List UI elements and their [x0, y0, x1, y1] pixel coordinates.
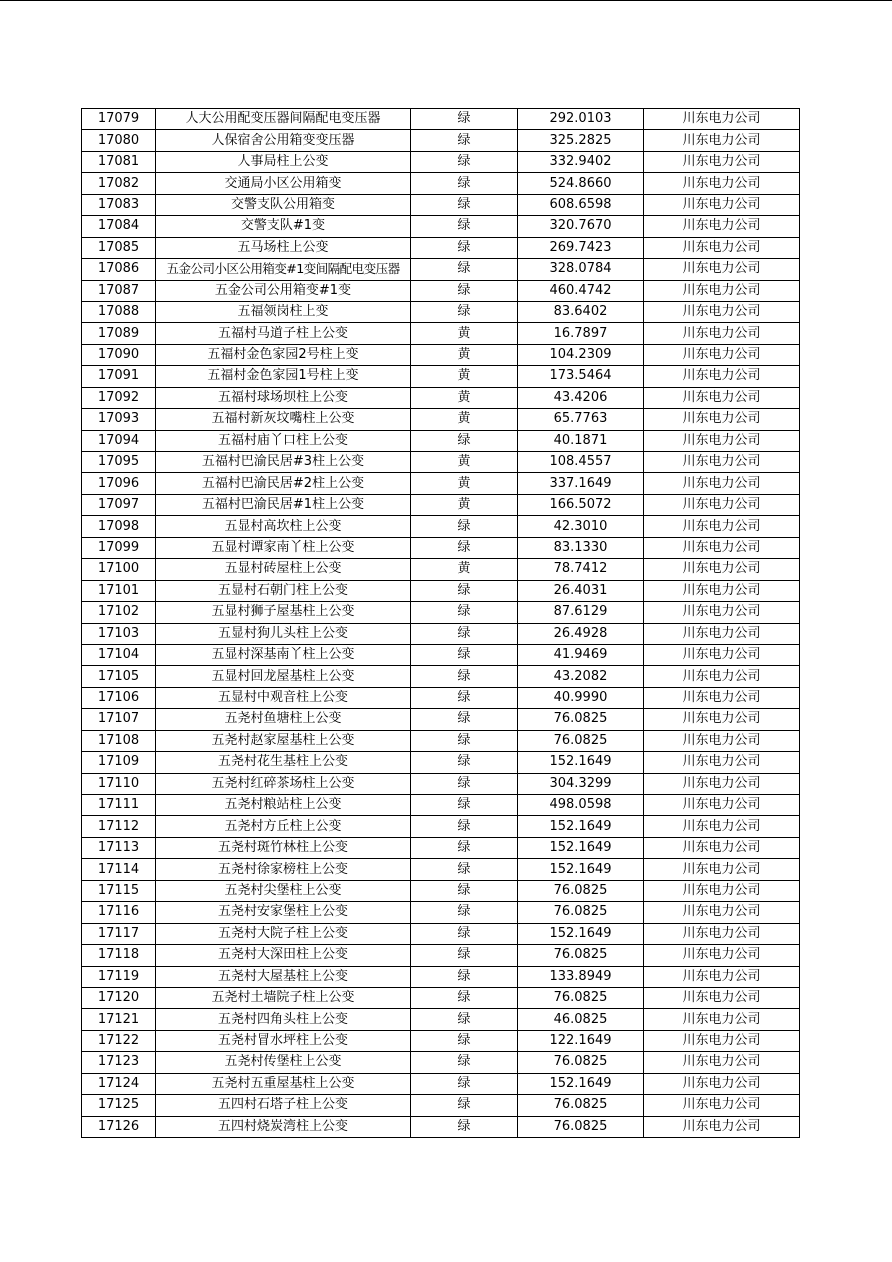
row-status-cell: 黄 [411, 494, 518, 515]
row-company-cell: 川东电力公司 [644, 452, 800, 473]
row-company-cell: 川东电力公司 [644, 1073, 800, 1094]
row-status-cell: 黄 [411, 344, 518, 365]
row-value-cell: 152.1649 [518, 816, 644, 837]
row-company-cell: 川东电力公司 [644, 537, 800, 558]
row-id-cell: 17114 [82, 859, 156, 880]
row-name-cell: 五福村巴渝民居#3柱上公变 [156, 452, 411, 473]
row-id-cell: 17079 [82, 109, 156, 130]
row-company-cell: 川东电力公司 [644, 473, 800, 494]
row-status-cell: 黄 [411, 452, 518, 473]
row-name-cell: 五显村狮子屋基柱上公变 [156, 602, 411, 623]
row-value-cell: 87.6129 [518, 602, 644, 623]
table-row [82, 902, 800, 923]
row-company-cell: 川东电力公司 [644, 301, 800, 322]
row-status-cell: 绿 [411, 1052, 518, 1073]
row-name-cell: 人保宿舍公用箱变变压器 [156, 130, 411, 151]
row-status-cell: 绿 [411, 923, 518, 944]
row-name-cell: 五福村金色家园2号柱上变 [156, 344, 411, 365]
row-company-cell: 川东电力公司 [644, 752, 800, 773]
row-company-cell: 川东电力公司 [644, 1116, 800, 1137]
row-value-cell: 320.7670 [518, 216, 644, 237]
table-row [82, 837, 800, 858]
row-value-cell: 65.7763 [518, 409, 644, 430]
row-id-cell: 17123 [82, 1052, 156, 1073]
row-company-cell: 川东电力公司 [644, 387, 800, 408]
row-status-cell: 绿 [411, 580, 518, 601]
row-id-cell: 17117 [82, 923, 156, 944]
row-company-cell: 川东电力公司 [644, 837, 800, 858]
row-name-cell: 交警支队公用箱变 [156, 194, 411, 215]
row-status-cell: 绿 [411, 1009, 518, 1030]
row-name-cell: 五尧村五重屋基柱上公变 [156, 1073, 411, 1094]
table-row [82, 537, 800, 558]
row-status-cell: 黄 [411, 559, 518, 580]
row-value-cell: 152.1649 [518, 859, 644, 880]
row-status-cell: 绿 [411, 237, 518, 258]
row-value-cell: 328.0784 [518, 259, 644, 280]
row-status-cell: 绿 [411, 752, 518, 773]
row-status-cell: 绿 [411, 644, 518, 665]
row-value-cell: 292.0103 [518, 109, 644, 130]
row-value-cell: 325.2825 [518, 130, 644, 151]
row-status-cell: 绿 [411, 151, 518, 172]
row-value-cell: 76.0825 [518, 1116, 644, 1137]
row-name-cell: 五尧村土墙院子柱上公变 [156, 987, 411, 1008]
table-row [82, 237, 800, 258]
table-row [82, 323, 800, 344]
table-row [82, 130, 800, 151]
row-value-cell: 608.6598 [518, 194, 644, 215]
row-id-cell: 17085 [82, 237, 156, 258]
row-name-cell: 五尧村赵家屋基柱上公变 [156, 730, 411, 751]
table-row [82, 387, 800, 408]
row-value-cell: 43.2082 [518, 666, 644, 687]
table-row [82, 687, 800, 708]
table-row [82, 880, 800, 901]
row-value-cell: 152.1649 [518, 837, 644, 858]
row-value-cell: 108.4557 [518, 452, 644, 473]
table-row [82, 151, 800, 172]
row-status-cell: 绿 [411, 816, 518, 837]
row-status-cell: 绿 [411, 623, 518, 644]
row-company-cell: 川东电力公司 [644, 709, 800, 730]
row-id-cell: 17101 [82, 580, 156, 601]
row-id-cell: 17100 [82, 559, 156, 580]
row-name-cell: 五尧村红碎茶场柱上公变 [156, 773, 411, 794]
row-company-cell: 川东电力公司 [644, 816, 800, 837]
row-value-cell: 76.0825 [518, 730, 644, 751]
row-name-cell: 五显村石朝门柱上公变 [156, 580, 411, 601]
row-value-cell: 16.7897 [518, 323, 644, 344]
row-company-cell: 川东电力公司 [644, 773, 800, 794]
row-status-cell: 绿 [411, 194, 518, 215]
row-id-cell: 17121 [82, 1009, 156, 1030]
table-row [82, 409, 800, 430]
row-name-cell: 五金公司小区公用箱变#1变间隔配电变压器 [156, 259, 411, 280]
row-value-cell: 166.5072 [518, 494, 644, 515]
row-company-cell: 川东电力公司 [644, 580, 800, 601]
table-row [82, 752, 800, 773]
row-company-cell: 川东电力公司 [644, 237, 800, 258]
row-name-cell: 五尧村大屋基柱上公变 [156, 966, 411, 987]
row-name-cell: 五福领岗柱上变 [156, 301, 411, 322]
row-id-cell: 17118 [82, 945, 156, 966]
transformer-table [81, 108, 800, 1138]
row-status-cell: 绿 [411, 602, 518, 623]
row-id-cell: 17096 [82, 473, 156, 494]
row-id-cell: 17098 [82, 516, 156, 537]
row-name-cell: 五福村庙丫口柱上公变 [156, 430, 411, 451]
row-id-cell: 17106 [82, 687, 156, 708]
row-company-cell: 川东电力公司 [644, 494, 800, 515]
row-id-cell: 17089 [82, 323, 156, 344]
row-value-cell: 83.1330 [518, 537, 644, 558]
table-row [82, 1052, 800, 1073]
row-name-cell: 五显村砖屋柱上公变 [156, 559, 411, 580]
row-status-cell: 黄 [411, 473, 518, 494]
row-name-cell: 五显村深基南丫柱上公变 [156, 644, 411, 665]
row-status-cell: 绿 [411, 1095, 518, 1116]
row-value-cell: 498.0598 [518, 795, 644, 816]
row-name-cell: 五尧村安家堡柱上公变 [156, 902, 411, 923]
row-company-cell: 川东电力公司 [644, 1052, 800, 1073]
row-company-cell: 川东电力公司 [644, 109, 800, 130]
table-row [82, 966, 800, 987]
table-row [82, 452, 800, 473]
row-value-cell: 76.0825 [518, 987, 644, 1008]
row-status-cell: 绿 [411, 430, 518, 451]
row-company-cell: 川东电力公司 [644, 216, 800, 237]
row-id-cell: 17086 [82, 259, 156, 280]
row-name-cell: 五福村巴渝民居#1柱上公变 [156, 494, 411, 515]
row-company-cell: 川东电力公司 [644, 409, 800, 430]
row-id-cell: 17119 [82, 966, 156, 987]
row-company-cell: 川东电力公司 [644, 344, 800, 365]
row-name-cell: 五显村谭家南丫柱上公变 [156, 537, 411, 558]
row-value-cell: 152.1649 [518, 1073, 644, 1094]
row-company-cell: 川东电力公司 [644, 966, 800, 987]
table-row [82, 795, 800, 816]
row-name-cell: 人大公用配变压器间隔配电变压器 [156, 109, 411, 130]
row-company-cell: 川东电力公司 [644, 687, 800, 708]
table-row [82, 280, 800, 301]
row-id-cell: 17122 [82, 1030, 156, 1051]
row-id-cell: 17108 [82, 730, 156, 751]
row-value-cell: 304.3299 [518, 773, 644, 794]
row-value-cell: 76.0825 [518, 1052, 644, 1073]
table-row [82, 1030, 800, 1051]
row-value-cell: 524.8660 [518, 173, 644, 194]
row-name-cell: 五尧村传堡柱上公变 [156, 1052, 411, 1073]
row-status-cell: 绿 [411, 945, 518, 966]
row-company-cell: 川东电力公司 [644, 323, 800, 344]
row-id-cell: 17126 [82, 1116, 156, 1137]
row-company-cell: 川东电力公司 [644, 602, 800, 623]
row-name-cell: 五尧村徐家榜柱上公变 [156, 859, 411, 880]
row-status-cell: 绿 [411, 516, 518, 537]
table-row [82, 301, 800, 322]
row-company-cell: 川东电力公司 [644, 923, 800, 944]
row-name-cell: 五尧村大深田柱上公变 [156, 945, 411, 966]
row-company-cell: 川东电力公司 [644, 623, 800, 644]
row-name-cell: 五福村新灰坟嘴柱上公变 [156, 409, 411, 430]
row-value-cell: 152.1649 [518, 752, 644, 773]
row-value-cell: 76.0825 [518, 1095, 644, 1116]
row-company-cell: 川东电力公司 [644, 366, 800, 387]
row-id-cell: 17095 [82, 452, 156, 473]
row-name-cell: 五福村马道子柱上公变 [156, 323, 411, 344]
row-company-cell: 川东电力公司 [644, 1095, 800, 1116]
row-company-cell: 川东电力公司 [644, 987, 800, 1008]
row-id-cell: 17092 [82, 387, 156, 408]
row-id-cell: 17112 [82, 816, 156, 837]
table-row [82, 1095, 800, 1116]
row-name-cell: 五显村狗儿头柱上公变 [156, 623, 411, 644]
row-value-cell: 133.8949 [518, 966, 644, 987]
row-value-cell: 122.1649 [518, 1030, 644, 1051]
row-value-cell: 83.6402 [518, 301, 644, 322]
row-status-cell: 绿 [411, 966, 518, 987]
table-row [82, 730, 800, 751]
row-name-cell: 交警支队#1变 [156, 216, 411, 237]
table-row [82, 859, 800, 880]
table-row [82, 216, 800, 237]
row-value-cell: 332.9402 [518, 151, 644, 172]
row-id-cell: 17088 [82, 301, 156, 322]
row-name-cell: 五福村球场坝柱上公变 [156, 387, 411, 408]
row-status-cell: 绿 [411, 902, 518, 923]
row-name-cell: 五四村烧炭湾柱上公变 [156, 1116, 411, 1137]
row-company-cell: 川东电力公司 [644, 430, 800, 451]
row-company-cell: 川东电力公司 [644, 880, 800, 901]
table-body [82, 109, 800, 1138]
row-id-cell: 17105 [82, 666, 156, 687]
row-company-cell: 川东电力公司 [644, 859, 800, 880]
row-id-cell: 17125 [82, 1095, 156, 1116]
table-row [82, 516, 800, 537]
row-id-cell: 17107 [82, 709, 156, 730]
row-value-cell: 76.0825 [518, 902, 644, 923]
row-status-cell: 黄 [411, 366, 518, 387]
row-status-cell: 黄 [411, 387, 518, 408]
row-value-cell: 173.5464 [518, 366, 644, 387]
row-status-cell: 绿 [411, 837, 518, 858]
row-status-cell: 绿 [411, 109, 518, 130]
row-id-cell: 17102 [82, 602, 156, 623]
row-id-cell: 17124 [82, 1073, 156, 1094]
row-company-cell: 川东电力公司 [644, 730, 800, 751]
table-row [82, 644, 800, 665]
row-value-cell: 76.0825 [518, 880, 644, 901]
row-status-cell: 绿 [411, 130, 518, 151]
table-row [82, 773, 800, 794]
row-status-cell: 绿 [411, 280, 518, 301]
row-value-cell: 337.1649 [518, 473, 644, 494]
row-value-cell: 46.0825 [518, 1009, 644, 1030]
row-status-cell: 绿 [411, 859, 518, 880]
table-row [82, 666, 800, 687]
row-id-cell: 17087 [82, 280, 156, 301]
table-row [82, 494, 800, 515]
table-row [82, 430, 800, 451]
row-name-cell: 五显村高坎柱上公变 [156, 516, 411, 537]
row-status-cell: 绿 [411, 987, 518, 1008]
row-value-cell: 42.3010 [518, 516, 644, 537]
row-id-cell: 17090 [82, 344, 156, 365]
row-id-cell: 17109 [82, 752, 156, 773]
row-company-cell: 川东电力公司 [644, 644, 800, 665]
row-name-cell: 五尧村粮站柱上公变 [156, 795, 411, 816]
row-status-cell: 绿 [411, 666, 518, 687]
row-name-cell: 五尧村四角头柱上公变 [156, 1009, 411, 1030]
table-row [82, 366, 800, 387]
row-name-cell: 五四村石塔子柱上公变 [156, 1095, 411, 1116]
row-value-cell: 104.2309 [518, 344, 644, 365]
page-top-rule [0, 0, 892, 1]
row-id-cell: 17115 [82, 880, 156, 901]
row-id-cell: 17094 [82, 430, 156, 451]
row-value-cell: 78.7412 [518, 559, 644, 580]
table-row [82, 1116, 800, 1137]
row-id-cell: 17103 [82, 623, 156, 644]
row-status-cell: 绿 [411, 709, 518, 730]
table-row [82, 923, 800, 944]
row-status-cell: 绿 [411, 1116, 518, 1137]
row-value-cell: 41.9469 [518, 644, 644, 665]
row-id-cell: 17120 [82, 987, 156, 1008]
row-name-cell: 五尧村斑竹林柱上公变 [156, 837, 411, 858]
row-company-cell: 川东电力公司 [644, 259, 800, 280]
row-company-cell: 川东电力公司 [644, 516, 800, 537]
table-row [82, 259, 800, 280]
row-status-cell: 绿 [411, 537, 518, 558]
table-row [82, 945, 800, 966]
row-company-cell: 川东电力公司 [644, 1009, 800, 1030]
row-company-cell: 川东电力公司 [644, 194, 800, 215]
row-company-cell: 川东电力公司 [644, 666, 800, 687]
row-value-cell: 76.0825 [518, 709, 644, 730]
row-id-cell: 17091 [82, 366, 156, 387]
row-value-cell: 152.1649 [518, 923, 644, 944]
row-status-cell: 绿 [411, 730, 518, 751]
row-status-cell: 绿 [411, 1030, 518, 1051]
row-id-cell: 17110 [82, 773, 156, 794]
row-id-cell: 17113 [82, 837, 156, 858]
table-row [82, 602, 800, 623]
row-company-cell: 川东电力公司 [644, 280, 800, 301]
table-row [82, 194, 800, 215]
row-name-cell: 五尧村方丘柱上公变 [156, 816, 411, 837]
row-id-cell: 17116 [82, 902, 156, 923]
row-status-cell: 绿 [411, 301, 518, 322]
row-name-cell: 人事局柱上公变 [156, 151, 411, 172]
row-value-cell: 269.7423 [518, 237, 644, 258]
table-row [82, 473, 800, 494]
row-name-cell: 交通局小区公用箱变 [156, 173, 411, 194]
row-company-cell: 川东电力公司 [644, 151, 800, 172]
table-row [82, 1009, 800, 1030]
row-company-cell: 川东电力公司 [644, 795, 800, 816]
row-name-cell: 五金公司公用箱变#1变 [156, 280, 411, 301]
row-value-cell: 460.4742 [518, 280, 644, 301]
row-company-cell: 川东电力公司 [644, 945, 800, 966]
row-status-cell: 黄 [411, 323, 518, 344]
row-id-cell: 17104 [82, 644, 156, 665]
table-row [82, 173, 800, 194]
row-company-cell: 川东电力公司 [644, 902, 800, 923]
row-name-cell: 五马场柱上公变 [156, 237, 411, 258]
row-company-cell: 川东电力公司 [644, 173, 800, 194]
row-id-cell: 17081 [82, 151, 156, 172]
row-value-cell: 40.9990 [518, 687, 644, 708]
row-status-cell: 黄 [411, 409, 518, 430]
row-name-cell: 五尧村尖堡柱上公变 [156, 880, 411, 901]
row-name-cell: 五福村巴渝民居#2柱上公变 [156, 473, 411, 494]
table-row [82, 709, 800, 730]
table-row [82, 109, 800, 130]
row-value-cell: 43.4206 [518, 387, 644, 408]
table-row [82, 623, 800, 644]
row-status-cell: 绿 [411, 773, 518, 794]
row-value-cell: 26.4928 [518, 623, 644, 644]
row-company-cell: 川东电力公司 [644, 130, 800, 151]
row-name-cell: 五尧村大院子柱上公变 [156, 923, 411, 944]
row-value-cell: 40.1871 [518, 430, 644, 451]
table-row [82, 344, 800, 365]
row-id-cell: 17099 [82, 537, 156, 558]
row-name-cell: 五显村中观音柱上公变 [156, 687, 411, 708]
row-name-cell: 五尧村鱼塘柱上公变 [156, 709, 411, 730]
table-row [82, 816, 800, 837]
row-status-cell: 绿 [411, 259, 518, 280]
row-id-cell: 17082 [82, 173, 156, 194]
row-status-cell: 绿 [411, 1073, 518, 1094]
table-row [82, 580, 800, 601]
row-id-cell: 17083 [82, 194, 156, 215]
row-status-cell: 绿 [411, 687, 518, 708]
table-row [82, 987, 800, 1008]
row-name-cell: 五尧村花生基柱上公变 [156, 752, 411, 773]
row-name-cell: 五尧村冒水坪柱上公变 [156, 1030, 411, 1051]
row-company-cell: 川东电力公司 [644, 559, 800, 580]
row-id-cell: 17084 [82, 216, 156, 237]
table-row [82, 1073, 800, 1094]
row-id-cell: 17097 [82, 494, 156, 515]
row-status-cell: 绿 [411, 880, 518, 901]
row-value-cell: 76.0825 [518, 945, 644, 966]
row-status-cell: 绿 [411, 795, 518, 816]
row-company-cell: 川东电力公司 [644, 1030, 800, 1051]
row-status-cell: 绿 [411, 173, 518, 194]
row-name-cell: 五福村金色家园1号柱上变 [156, 366, 411, 387]
row-status-cell: 绿 [411, 216, 518, 237]
row-value-cell: 26.4031 [518, 580, 644, 601]
row-id-cell: 17093 [82, 409, 156, 430]
row-name-cell: 五显村回龙屋基柱上公变 [156, 666, 411, 687]
row-id-cell: 17080 [82, 130, 156, 151]
row-id-cell: 17111 [82, 795, 156, 816]
table-row [82, 559, 800, 580]
